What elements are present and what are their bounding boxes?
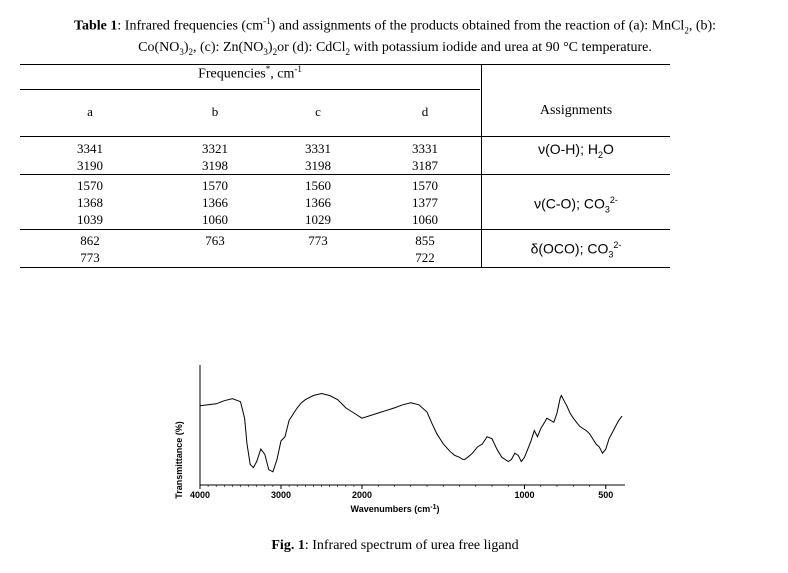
figure-caption: Fig. 1: Infrared spectrum of urea free ligand <box>271 538 519 553</box>
table-caption: Table 1: Infrared frequencies $(cm^{-1})$ and assignments of the products obtained from the reaction of (a): MnCl$_2$, (b): $Co(NO_3)_2$, (c): $Zn(NO_3)_2or$ (d): CdCl$_2$ with potassium iodide and urea at 90 °C temperature. <box>73 16 717 58</box>
table-cell: 1060 <box>412 212 438 227</box>
group-rule-1 <box>20 174 670 175</box>
column-header-d: d <box>421 104 429 119</box>
assignments-header: Assignments <box>539 103 613 118</box>
x-tick-label: 3000 <box>270 490 292 500</box>
table-cell: 1377 <box>412 195 438 210</box>
table-cell: 3190 <box>77 158 103 173</box>
spectrum-line <box>200 394 622 472</box>
assignment-oco: δ(OCO); $CO_3^{2-}$ <box>530 240 622 260</box>
table-label: Table 1 <box>73 18 118 34</box>
x-tick-label: 500 <box>598 490 614 500</box>
table-cell: 3187 <box>412 158 438 173</box>
table-cell: 3198 <box>305 158 331 173</box>
table-cell: 1029 <box>305 212 331 227</box>
table-bottom-rule <box>20 267 670 268</box>
figure-label: Fig. 1 <box>271 538 305 553</box>
table-cell: 763 <box>205 233 225 248</box>
table-cell: 1366 <box>202 195 228 210</box>
group-rule-2 <box>20 229 670 230</box>
column-header-b: b <box>211 104 219 119</box>
table-cell: 1368 <box>77 195 103 210</box>
table-cell: 3341 <box>77 141 103 156</box>
assignment-co: ν(C-O); $CO_3^{2-}$ <box>534 195 618 215</box>
table-cell: 3331 <box>305 141 331 156</box>
table-cell: 1560 <box>305 178 331 193</box>
assignment-oh: ν(O-H); $H_2O$ <box>538 141 614 160</box>
header-bottom-rule <box>20 136 670 137</box>
table-cell: 3331 <box>412 141 438 156</box>
table-cell: 1060 <box>202 212 228 227</box>
table-cell: 855 <box>415 233 435 248</box>
table-cell: 3198 <box>202 158 228 173</box>
table-cell: 773 <box>80 250 100 265</box>
table-cell: 1039 <box>77 212 103 227</box>
table-cell: 3321 <box>202 141 228 156</box>
x-tick-label: 2000 <box>351 490 373 500</box>
table-cell: 722 <box>415 250 435 265</box>
x-ticks <box>190 485 613 500</box>
header-rule <box>20 89 480 90</box>
column-header-a: a <box>87 104 93 119</box>
table-cell: 1570 <box>202 178 228 193</box>
x-tick-label: 1000 <box>514 490 535 500</box>
table-cell: 773 <box>308 233 328 248</box>
table-cell: 862 <box>80 233 100 248</box>
table-cell: 1570 <box>77 178 103 193</box>
table-cell: 1366 <box>305 195 331 210</box>
table-cell: 1570 <box>412 178 438 193</box>
y-axis-label: Transmittance (%) <box>174 421 184 499</box>
ir-spectrum-chart <box>160 355 640 525</box>
frequencies-header: Frequencies*, $cm^{-1}$ <box>198 64 302 82</box>
x-tick-label: 4000 <box>189 490 211 500</box>
assignments-divider <box>481 64 482 267</box>
x-axis-label: Wavenumbers $(cm^{-1})$ <box>350 504 440 514</box>
column-header-c: c <box>315 104 321 119</box>
